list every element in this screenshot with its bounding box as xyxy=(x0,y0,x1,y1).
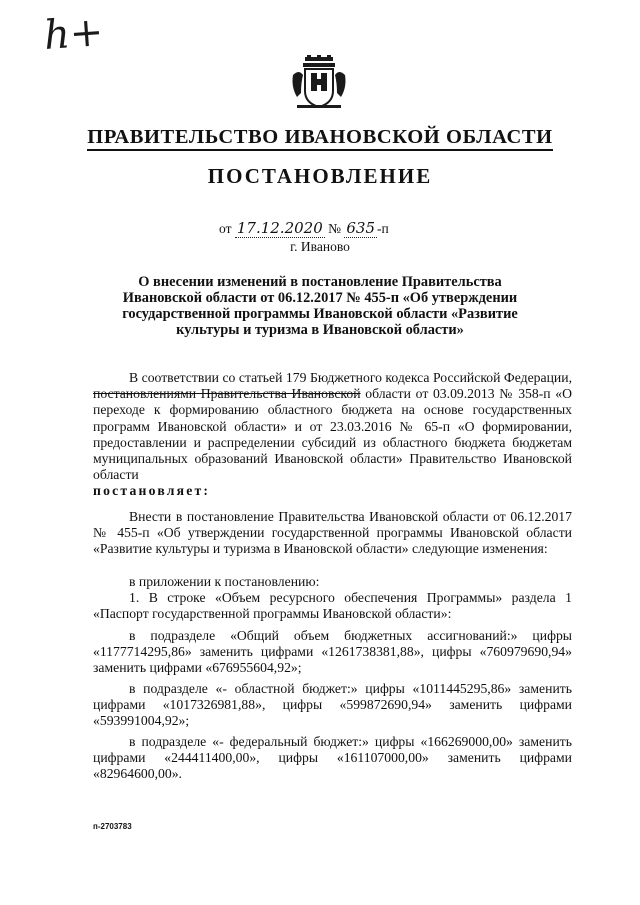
preamble-paragraph xyxy=(93,370,572,500)
footer-code: п-2703783 xyxy=(93,822,132,831)
document-type: ПОСТАНОВЛЕНИЕ xyxy=(207,164,433,188)
handwritten-date: 17.12.2020 xyxy=(236,219,323,237)
paragraph-federal-budget: в подразделе «- федеральный бюджет:» цифры «166269000,00» заменить цифрами «244411400,00», цифры «161107000,00» заменить цифрами «82964600,00». xyxy=(93,734,572,782)
preamble-text-start: В соответствии со статьей 179 Бюджетного кодекса Российской Федерации, xyxy=(129,370,572,385)
paragraph-regional-budget: в подразделе «- областной бюджет:» цифры «1011445295,86» заменить цифрами «1017326981,88», цифры «599872690,94» заменить цифрами «593991004,92»; xyxy=(93,681,572,729)
preamble-text-end: области от 03.09.2013 № 358-п «О переходе к формированию областного бюджета на основе государственных программ Ивановской области» и от 23.03.2016 № 65-п «О формировании, предоставлении и распределении субсидий из областного бюджета бюджетам муниципальных образований Ивановской области» Правительство Ивановской области xyxy=(93,386,572,483)
struck-through-text: постановлениями Правительства Ивановской xyxy=(93,386,361,402)
date-prefix: от xyxy=(219,221,232,236)
resolves-word: постановляет: xyxy=(93,483,211,499)
handwritten-number: 635 xyxy=(346,219,376,237)
paragraph-item-1: 1. В строке «Объем ресурсного обеспечения Программы» раздела 1 «Паспорт государственной программы Ивановской области»: xyxy=(93,590,572,622)
number-sign: № xyxy=(328,221,342,236)
city: г. Иваново xyxy=(290,239,350,254)
government-name: ПРАВИТЕЛЬСТВО ИВАНОВСКОЙ ОБЛАСТИ xyxy=(0,126,640,149)
coat-of-arms-emblem xyxy=(291,55,347,111)
document-title: О внесении изменений в постановление Правительства Ивановской области от 06.12.2017 № 455-п «Об утверждении государственной программы Ивановской области «Развитие культуры и туризма в Ивановской области» xyxy=(122,274,518,338)
paragraph-amend: Внести в постановление Правительства Ивановской области от 06.12.2017 № 455-п «Об утверждении государственной программы Ивановской области «Развитие культуры и туризма в Ивановской области» следующие изменения: xyxy=(93,509,572,557)
paragraph-appendix: в приложении к постановлению: xyxy=(129,574,320,589)
handwritten-corner-note: h+ xyxy=(42,8,105,60)
date-number-line xyxy=(219,219,389,238)
paragraph-total-budget: в подразделе «Общий объем бюджетных ассигнований:» цифры «1177714295,86» заменить цифрами «1261738381,88», цифры «760979690,94» заменить цифрами «676955604,92»; xyxy=(93,628,572,676)
number-suffix: -п xyxy=(377,221,389,236)
